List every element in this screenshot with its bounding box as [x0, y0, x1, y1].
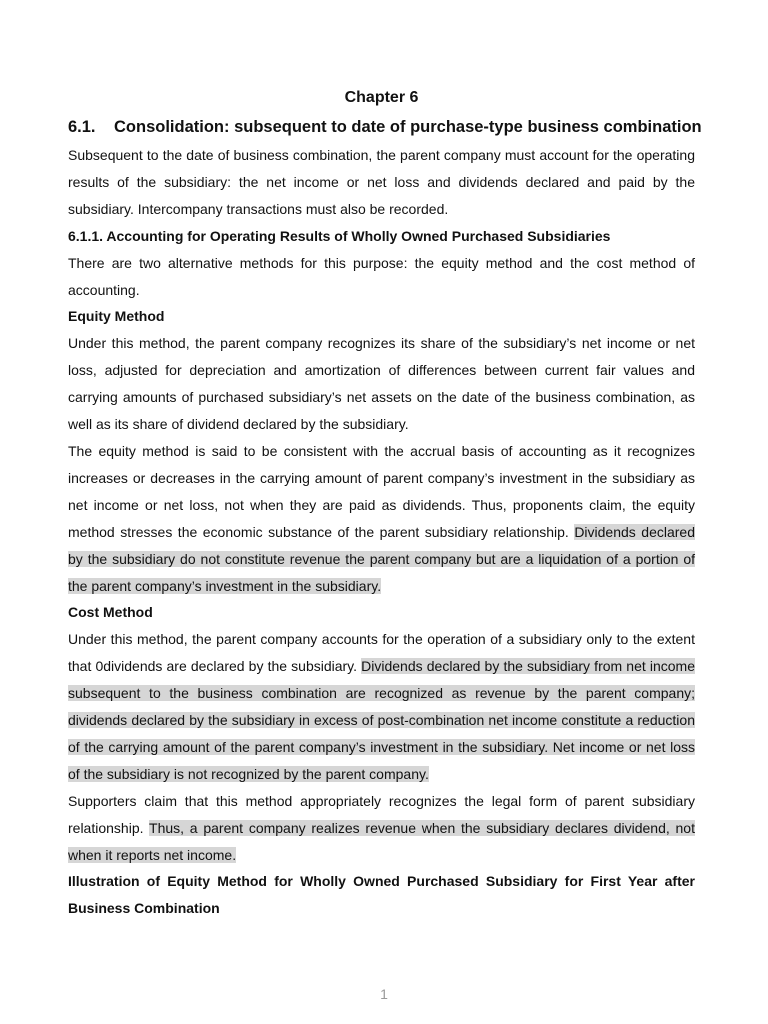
- cost-paragraph-1-text: Under this method, the parent company accounts for the operation of a subsidiary only to the extent that 0dividends are declared by the subsidiary.: [68, 631, 695, 675]
- cost-paragraph-2-text: Supporters claim that this method appropriately recognizes the legal form of parent subsidiary relationship.: [68, 792, 695, 836]
- intro-paragraph: Subsequent to the date of business combination, the parent company must account for the operating results of the subsidiary: the net income or net loss and dividends declared and paid by the subsidiary. Intercompany transactions must also be recorded.: [68, 147, 695, 217]
- equity-method-heading: Equity Method: [68, 308, 165, 325]
- cost-highlight-2: Thus, a parent company realizes revenue when the subsidiary declares dividend, not when it reports net income.: [68, 819, 695, 863]
- alternatives-paragraph: There are two alternative methods for this purpose: the equity method and the cost method of accounting.: [68, 254, 695, 298]
- cost-paragraph-1: [68, 626, 695, 787]
- equity-paragraph-1: Under this method, the parent company recognizes its share of the subsidiary’s net income or net loss, adjusted for depreciation and amortization of differences between current fair values and carrying amounts of purchased subsidiary’s net assets on the date of the business combination, as well as its share of dividend declared by the subsidiary.: [68, 335, 695, 433]
- section-title-text: Consolidation: subsequent to date of purchase-type business combination: [114, 118, 702, 136]
- equity-highlight: Dividends declared by the subsidiary do not constitute revenue the parent company but are a liquidation of a portion of the parent company’s investment in the subsidiary.: [68, 523, 695, 594]
- page-number: 1: [380, 986, 388, 1002]
- chapter-title: Chapter 6: [344, 89, 419, 106]
- section-heading: [68, 112, 702, 142]
- section-number: 6.1.: [68, 118, 96, 136]
- equity-paragraph-2-text: The equity method is said to be consistent with the accrual basis of accounting as it recognizes increases or decreases in the carrying amount of parent company’s investment in the subsidiary as net income or net loss, not when they are paid as dividends. Thus, proponents claim, the equity method stresses the economic substance of the parent subsidiary relationship.: [68, 442, 695, 540]
- illustration-heading: Illustration of Equity Method for Wholly Owned Purchased Subsidiary for First Year after Business Combination: [68, 873, 695, 917]
- document-page: [68, 84, 702, 922]
- equity-paragraph-2: [68, 438, 695, 599]
- cost-highlight-1: Dividends declared by the subsidiary from net income subsequent to the business combination are recognized as revenue by the parent company; dividends declared by the subsidiary in excess of post-combination net income constitute a reduction of the carrying amount of the parent company’s investment in the subsidiary. Net income or net loss of the subsidiary is not recognized by the parent company.: [68, 658, 695, 782]
- subsection-heading: 6.1.1. Accounting for Operating Results of Wholly Owned Purchased Subsidiaries: [68, 227, 611, 244]
- cost-method-heading: Cost Method: [68, 604, 153, 621]
- cost-paragraph-2: [68, 788, 695, 869]
